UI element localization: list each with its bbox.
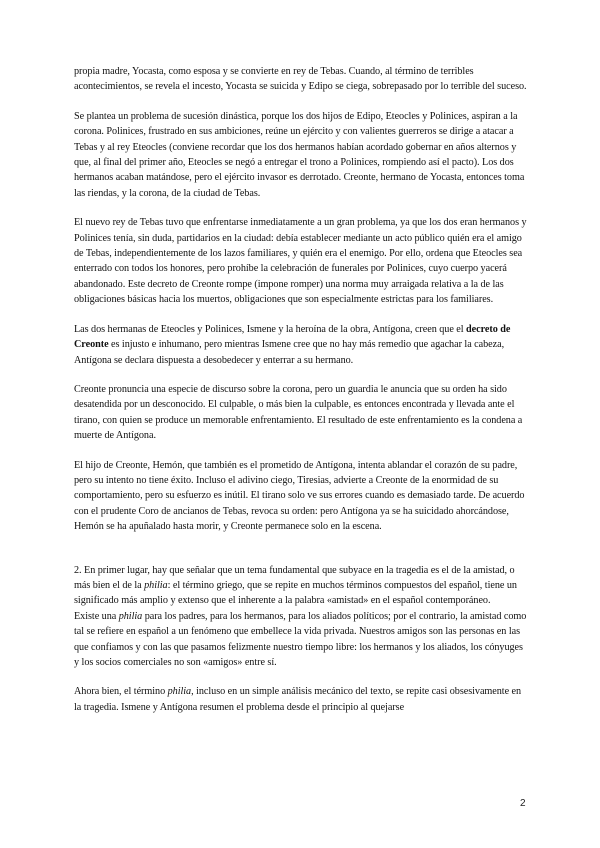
- paragraph-philia-types: [74, 609, 530, 671]
- paragraph-incest: propia madre, Yocasta, como esposa y se convierte en rey de Tebas. Cuando, al término de terribles acontecimientos, se revela el incesto, Yocasta se suicida y Edipo se ciega, sobrepasado por lo terrible del suceso.: [74, 66, 527, 93]
- paragraph-hemon: El hijo de Creonte, Hemón, que también es el prometido de Antígona, intenta ablandar el corazón de su padre, pero su intento no tiene éxito. Incluso el adivino ciego, Tiresias, advierte a Creonte de la enormidad de su comportamiento, pero su esfuerzo es inútil. El tirano solo ve sus errores cuando es demasiado tarde. De acuerdo con el prudente Coro de ancianos de Tebas, revoca su orden: pero Antígona ya se ha suicidado ahorcándose, Hemón se ha apuñalado hasta morir, y Creonte permanece solo en la escena.: [74, 459, 525, 533]
- philia-term: philia: [167, 686, 192, 698]
- philia-term: philia: [118, 610, 143, 622]
- philia-intro-end: : el término griego, que se repite en muchos términos compuestos del español, tiene un significado más amplio y extenso que el inherente a la palabra «amistad» en el español contemporáneo.: [74, 579, 517, 607]
- document-body: [74, 64, 530, 715]
- philia-types-end: para los padres, para los hermanos, para los aliados políticos; por el contrario, la amistad como tal se refiere en español a un fenómeno que embellece la vida privada. Nuestros amigos son las personas en las que confiamos y con las que pasamos felizmente nuestro tiempo libre: los hermanos y los aliados, los cónyuges y los socios comerciales no son «amigos» entre sí.: [74, 610, 527, 668]
- paragraph-confrontation: Creonte pronuncia una especie de discurso sobre la corona, pero un guardia le anuncia que su orden ha sido desatendida por un desconocido. El culpable, o más bien la culpable, es entonces encontrada y llevada ante el tirano, con quien se produce un memorable enfrentamiento. El resultado de este enfrentamiento es la condena a muerte de Antígona.: [74, 383, 523, 442]
- philia-intro-start: 2. En primer lugar, hay que señalar que un tema fundamental que subyace en la tragedia es el de la amistad, o más bien el de la: [74, 564, 515, 591]
- philia-types-start: Existe una: [74, 610, 119, 622]
- philia-repetition-start: Ahora bien, el término: [74, 686, 168, 698]
- sisters-text-start: Las dos hermanas de Eteocles y Polinices, Ismene y la heroína de la obra, Antígona, creen que el: [74, 323, 467, 335]
- paragraph-philia-intro: [74, 563, 530, 609]
- page-number: 2: [520, 798, 526, 809]
- paragraph-sisters: [74, 322, 530, 368]
- paragraph-succession: Se plantea un problema de sucesión dinástica, porque los dos hijos de Edipo, Eteocles y Polinices, aspiran a la corona. Polinices, frustrado en sus ambiciones, reúne un ejército y con valientes guerreros se dirige a atacar a Tebas y al rey Eteocles (conviene recordar que los dos hermanos habían acordado gobernar en años alternos y que, al final del primer año, Eteocles se negó a entregar el trono a Polinices, rompiendo así el pacto). Los dos hermanos acaban matándose, pero el ejército invasor es derrotado. Creonte, hermano de Yocasta, entonces toma las riendas, y la corona, de la ciudad de Tebas.: [74, 110, 525, 199]
- philia-repetition-end: , incluso en un simple análisis mecánico del texto, se repite casi obsesivamente en la tragedia. Ismene y Antígona resumen el problema desde el principio al quejarse: [74, 686, 522, 713]
- philia-term: philia: [144, 579, 168, 591]
- sisters-text-end: es injusto e inhumano, pero mientras Ismene cree que no hay más remedio que agachar la cabeza, Antígona se declara dispuesta a desobedecer y enterrar a su hermano.: [74, 339, 505, 366]
- paragraph-new-king: El nuevo rey de Tebas tuvo que enfrentarse inmediatamente a un gran problema, ya que los dos eran hermanos y Polinices tenía, sin duda, partidarios en la ciudad: debía establecer mediante un acto público quién era el amigo de Tebas, independientemente de los lazos familiares, y quién era el enemigo. Por ello, ordena que Eteocles sea enterrado con todos los honores, pero prohíbe la celebración de funerales por Polinices, cuyo cuerpo yacerá abandonado. Este decreto de Creonte rompe (impone romper) una norma muy arraigada relativa a la de las obligaciones básicas hacia los muertos, obligaciones que son especialmente estrictas para los familiares.: [74, 217, 527, 306]
- decree-bold-phrase: decreto de Creonte: [74, 323, 511, 351]
- paragraph-philia-repetition: [74, 684, 530, 715]
